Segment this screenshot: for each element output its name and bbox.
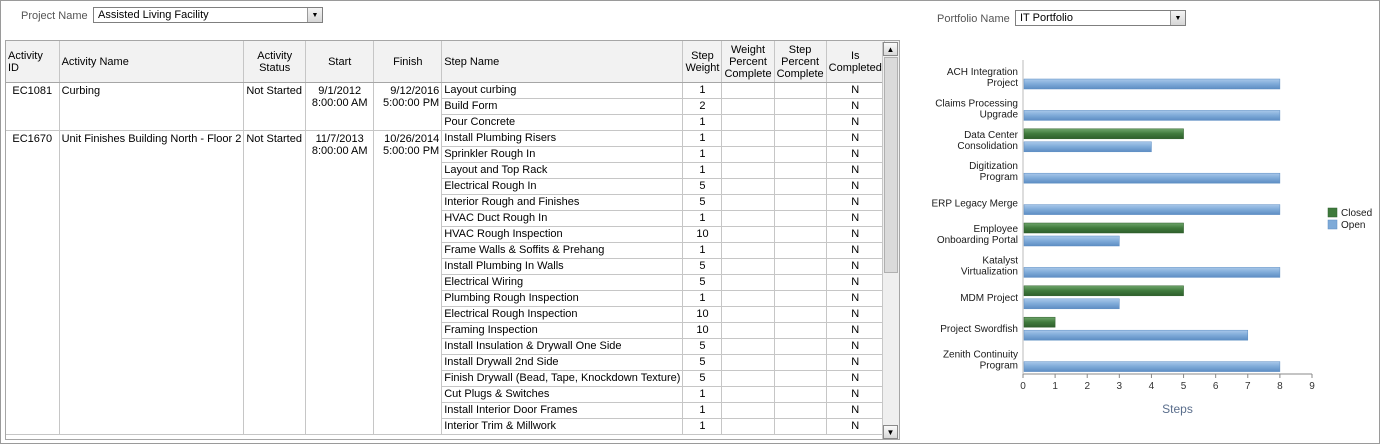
legend-swatch-open — [1328, 220, 1337, 229]
is-completed-cell: N — [826, 163, 884, 179]
is-completed-cell: N — [826, 99, 884, 115]
step-name-cell: Layout and Top Rack — [442, 163, 683, 179]
is-completed-cell: N — [826, 115, 884, 131]
bar-open[interactable] — [1024, 236, 1119, 246]
finish-time: 5:00:00 PM — [382, 145, 440, 157]
step-percent-complete-cell — [774, 211, 826, 227]
step-percent-complete-cell — [774, 403, 826, 419]
finish-time: 5:00:00 PM — [382, 97, 440, 109]
step-weight-cell: 10 — [683, 323, 722, 339]
step-percent-complete-cell — [774, 99, 826, 115]
step-weight-cell: 1 — [683, 147, 722, 163]
step-percent-complete-cell — [774, 243, 826, 259]
step-percent-complete-cell — [774, 83, 826, 99]
x-axis-title: Steps — [1162, 402, 1193, 416]
bar-open[interactable] — [1024, 205, 1280, 215]
category-label: Program — [979, 360, 1018, 372]
weight-percent-complete-cell — [722, 131, 774, 147]
weight-percent-complete-cell — [722, 179, 774, 195]
step-name-cell: Interior Rough and Finishes — [442, 195, 683, 211]
is-completed-cell: N — [826, 195, 884, 211]
project-name-select[interactable] — [93, 7, 323, 23]
table-row[interactable] — [6, 131, 899, 147]
is-completed-cell: N — [826, 387, 884, 403]
table-row[interactable] — [6, 83, 899, 99]
activity-name-cell — [59, 83, 244, 131]
step-weight-cell: 1 — [683, 115, 722, 131]
is-completed-cell: N — [826, 275, 884, 291]
bar-open[interactable] — [1024, 362, 1280, 372]
x-tick-label: 1 — [1052, 381, 1058, 392]
scrollbar-thumb[interactable] — [884, 57, 898, 273]
step-name-cell: Cut Plugs & Switches — [442, 387, 683, 403]
step-weight-cell: 10 — [683, 307, 722, 323]
step-weight-cell: 10 — [683, 227, 722, 243]
x-tick-label: 6 — [1212, 381, 1219, 392]
bar-open[interactable] — [1024, 142, 1151, 152]
weight-percent-complete-cell — [722, 371, 774, 387]
weight-percent-complete-cell — [722, 323, 774, 339]
step-name-cell: HVAC Rough Inspection — [442, 227, 683, 243]
activity-id: EC1670 — [12, 133, 53, 145]
step-name-cell: Plumbing Rough Inspection — [442, 291, 683, 307]
weight-percent-complete-cell — [722, 227, 774, 243]
step-percent-complete-cell — [774, 419, 826, 435]
activity-steps-table-container — [5, 40, 900, 440]
weight-percent-complete-cell — [722, 115, 774, 131]
step-weight-cell: 1 — [683, 387, 722, 403]
category-label: Program — [979, 172, 1018, 184]
activity-status-cell — [244, 131, 306, 435]
category-label: Employee — [973, 224, 1018, 235]
is-completed-cell: N — [826, 307, 884, 323]
step-percent-complete-cell — [774, 227, 826, 243]
step-percent-complete-cell — [774, 131, 826, 147]
weight-percent-complete-cell — [722, 259, 774, 275]
step-percent-complete-cell — [774, 259, 826, 275]
table-header-row — [6, 41, 899, 83]
bar-open[interactable] — [1024, 330, 1248, 340]
x-tick-label: 9 — [1309, 381, 1315, 392]
start-cell — [305, 131, 373, 435]
bar-open[interactable] — [1024, 173, 1280, 183]
step-weight-cell: 5 — [683, 195, 722, 211]
step-name-cell: Finish Drywall (Bead, Tape, Knockdown Texture) — [442, 371, 683, 387]
step-name-cell: Electrical Wiring — [442, 275, 683, 291]
weight-percent-complete-cell — [722, 307, 774, 323]
is-completed-cell: N — [826, 403, 884, 419]
weight-percent-complete-cell — [722, 339, 774, 355]
step-weight-cell: 1 — [683, 163, 722, 179]
step-name-cell: Pour Concrete — [442, 115, 683, 131]
step-percent-complete-cell — [774, 115, 826, 131]
step-percent-complete-cell — [774, 387, 826, 403]
step-weight-cell: 2 — [683, 99, 722, 115]
start-date: 11/7/2013 — [315, 133, 364, 145]
bar-closed[interactable] — [1024, 286, 1184, 296]
column-header-step-name[interactable]: Step Name — [442, 41, 683, 83]
step-weight-cell: 5 — [683, 355, 722, 371]
step-percent-complete-cell — [774, 163, 826, 179]
weight-percent-complete-cell — [722, 419, 774, 435]
column-header-step-percent-complete[interactable]: Step Percent Complete — [774, 41, 826, 83]
scroll-down-icon[interactable]: ▼ — [883, 425, 898, 439]
chevron-down-icon[interactable]: ▼ — [1170, 11, 1185, 25]
step-name-cell: Framing Inspection — [442, 323, 683, 339]
step-name-cell: Install Insulation & Drywall One Side — [442, 339, 683, 355]
step-name-cell: Install Plumbing Risers — [442, 131, 683, 147]
is-completed-cell: N — [826, 131, 884, 147]
category-label: Digitization — [969, 161, 1018, 173]
is-completed-cell: N — [826, 83, 884, 99]
category-label: Onboarding Portal — [936, 235, 1018, 246]
category-label: Upgrade — [979, 109, 1018, 121]
is-completed-cell: N — [826, 323, 884, 339]
weight-percent-complete-cell — [722, 403, 774, 419]
category-label: MDM Project — [960, 292, 1018, 304]
category-label: Data Center — [964, 129, 1018, 141]
category-label: Zenith Continuity — [942, 349, 1018, 361]
step-weight-cell: 1 — [683, 403, 722, 419]
x-tick-label: 0 — [1020, 381, 1026, 392]
finish-date: 10/26/2014 — [384, 133, 440, 145]
step-weight-cell: 1 — [683, 131, 722, 147]
step-percent-complete-cell — [774, 291, 826, 307]
step-percent-complete-cell — [774, 195, 826, 211]
step-percent-complete-cell — [774, 355, 826, 371]
activity-name: Unit Finishes Building North - Floor 2 — [61, 133, 242, 145]
step-name-cell: Layout curbing — [442, 83, 683, 99]
step-percent-complete-cell — [774, 307, 826, 323]
column-header-activity-name[interactable]: Activity Name — [59, 41, 244, 83]
activity-id-cell — [6, 131, 59, 435]
finish-date: 9/12/2016 — [390, 85, 440, 97]
portfolio-name-label: Portfolio Name — [937, 13, 1010, 25]
start-cell — [305, 83, 373, 131]
step-name-cell: Install Plumbing In Walls — [442, 259, 683, 275]
weight-percent-complete-cell — [722, 147, 774, 163]
category-label: Virtualization — [960, 266, 1018, 278]
activity-steps-table — [6, 41, 899, 435]
activity-id-cell — [6, 83, 59, 131]
category-label: Project — [986, 78, 1018, 89]
legend-label-open: Open — [1341, 220, 1366, 231]
step-name-cell: HVAC Duct Rough In — [442, 211, 683, 227]
step-weight-cell: 5 — [683, 371, 722, 387]
x-tick-label: 4 — [1148, 381, 1155, 392]
weight-percent-complete-cell — [722, 195, 774, 211]
start-date: 9/1/2012 — [318, 85, 362, 97]
column-header-step-weight[interactable]: Step Weight — [683, 41, 722, 83]
is-completed-cell: N — [826, 211, 884, 227]
step-name-cell: Electrical Rough Inspection — [442, 307, 683, 323]
start-time: 8:00:00 AM — [311, 145, 368, 157]
activity-name: Curbing — [61, 85, 101, 97]
weight-percent-complete-cell — [722, 355, 774, 371]
category-label: Claims Processing — [935, 98, 1018, 110]
column-header-weight-percent-complete[interactable]: Weight Percent Complete — [722, 41, 774, 83]
x-tick-label: 3 — [1116, 381, 1123, 392]
start-time: 8:00:00 AM — [311, 97, 368, 109]
is-completed-cell: N — [826, 419, 884, 435]
portfolio-name-value: IT Portfolio — [1020, 12, 1073, 24]
weight-percent-complete-cell — [722, 211, 774, 227]
is-completed-cell: N — [826, 355, 884, 371]
step-weight-cell: 5 — [683, 179, 722, 195]
step-weight-cell: 5 — [683, 339, 722, 355]
step-weight-cell: 1 — [683, 243, 722, 259]
weight-percent-complete-cell — [722, 83, 774, 99]
project-name-value: Assisted Living Facility — [98, 9, 209, 21]
is-completed-cell: N — [826, 227, 884, 243]
category-label: ERP Legacy Merge — [931, 198, 1018, 210]
column-header-activity-id[interactable]: Activity ID — [6, 41, 59, 83]
weight-percent-complete-cell — [722, 99, 774, 115]
step-percent-complete-cell — [774, 323, 826, 339]
column-header-start[interactable]: Start — [305, 41, 373, 83]
weight-percent-complete-cell — [722, 387, 774, 403]
weight-percent-complete-cell — [722, 163, 774, 179]
step-percent-complete-cell — [774, 147, 826, 163]
is-completed-cell: N — [826, 147, 884, 163]
x-tick-label: 7 — [1244, 381, 1251, 392]
step-percent-complete-cell — [774, 275, 826, 291]
chevron-down-icon[interactable]: ▼ — [307, 8, 322, 22]
scroll-up-icon[interactable]: ▲ — [883, 42, 898, 56]
is-completed-cell: N — [826, 243, 884, 259]
activity-id: EC1081 — [12, 85, 53, 97]
column-header-activity-status[interactable]: Activity Status — [244, 41, 306, 83]
weight-percent-complete-cell — [722, 275, 774, 291]
category-label: Consolidation — [957, 140, 1018, 152]
step-weight-cell: 1 — [683, 83, 722, 99]
x-tick-label: 8 — [1277, 381, 1283, 392]
project-name-label: Project Name — [21, 10, 88, 22]
bar-open[interactable] — [1024, 110, 1280, 120]
portfolio-name-select[interactable] — [1015, 10, 1186, 26]
step-weight-cell: 5 — [683, 259, 722, 275]
legend-swatch-closed — [1328, 208, 1337, 217]
bar-open[interactable] — [1024, 299, 1119, 309]
weight-percent-complete-cell — [722, 291, 774, 307]
x-tick-label: 5 — [1180, 381, 1187, 392]
step-name-cell: Install Drywall 2nd Side — [442, 355, 683, 371]
is-completed-cell: N — [826, 371, 884, 387]
legend-label-closed: Closed — [1341, 208, 1373, 219]
category-label: ACH Integration — [946, 67, 1018, 78]
step-name-cell: Build Form — [442, 99, 683, 115]
category-label: Katalyst — [982, 255, 1018, 267]
activity-name-cell — [59, 131, 244, 435]
step-weight-cell: 5 — [683, 275, 722, 291]
weight-percent-complete-cell — [722, 243, 774, 259]
is-completed-cell: N — [826, 259, 884, 275]
step-weight-cell: 1 — [683, 291, 722, 307]
step-name-cell: Install Interior Door Frames — [442, 403, 683, 419]
step-name-cell: Frame Walls & Soffits & Prehang — [442, 243, 683, 259]
bar-closed[interactable] — [1024, 317, 1055, 327]
table-scrollbar[interactable] — [882, 42, 899, 439]
column-header-is-completed[interactable]: Is Completed — [826, 41, 884, 83]
is-completed-cell: N — [826, 291, 884, 307]
finish-cell — [374, 83, 442, 131]
steps-by-project-chart — [905, 55, 1375, 425]
step-name-cell: Sprinkler Rough In — [442, 147, 683, 163]
step-percent-complete-cell — [774, 339, 826, 355]
activity-status: Not Started — [246, 85, 302, 97]
step-name-cell: Interior Trim & Millwork — [442, 419, 683, 435]
category-label: Project Swordfish — [940, 324, 1018, 336]
bar-closed[interactable] — [1024, 129, 1184, 139]
step-name-cell: Electrical Rough In — [442, 179, 683, 195]
step-percent-complete-cell — [774, 179, 826, 195]
activity-status: Not Started — [246, 133, 302, 145]
step-weight-cell: 1 — [683, 419, 722, 435]
finish-cell — [374, 131, 442, 435]
step-weight-cell: 1 — [683, 211, 722, 227]
is-completed-cell: N — [826, 179, 884, 195]
column-header-finish[interactable]: Finish — [374, 41, 442, 83]
bar-open[interactable] — [1024, 267, 1280, 277]
is-completed-cell: N — [826, 339, 884, 355]
x-tick-label: 2 — [1084, 381, 1091, 392]
bar-closed[interactable] — [1024, 223, 1184, 233]
step-percent-complete-cell — [774, 371, 826, 387]
bar-open[interactable] — [1024, 79, 1280, 89]
activity-status-cell — [244, 83, 306, 131]
